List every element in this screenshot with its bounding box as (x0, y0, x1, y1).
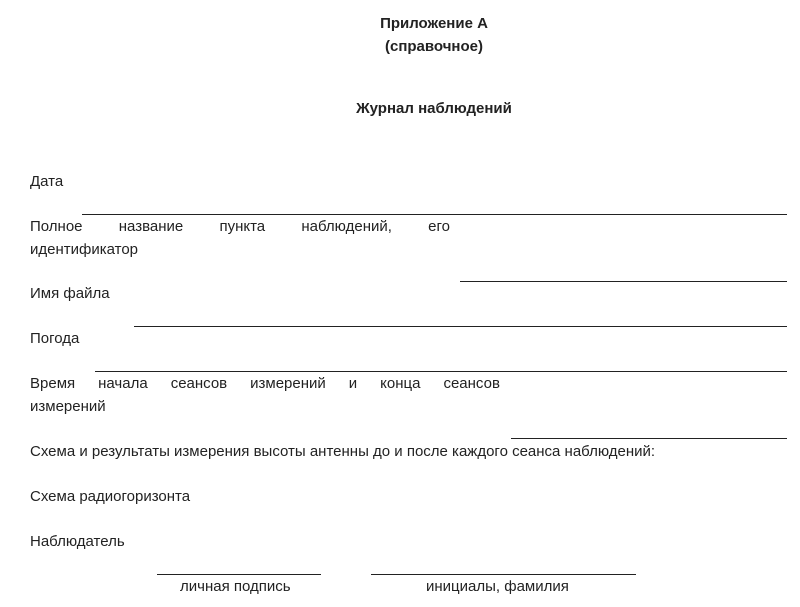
session-time-word: Время (30, 375, 76, 392)
point-name-word: название (118, 218, 184, 235)
journal-title: Журнал наблюдений (356, 100, 512, 117)
radio-horizon-label: Схема радиогоризонта (30, 488, 191, 505)
session-time-word: сеансов (443, 375, 500, 392)
session-time-word: начала (98, 375, 148, 392)
session-time-word: и (348, 375, 358, 392)
antenna-scheme-label: Схема и результаты измерения высоты антенны до и после каждого сеанса наблюдений: (30, 443, 656, 460)
date-label: Дата (30, 173, 64, 190)
date-line (82, 214, 787, 215)
point-name-label (30, 216, 450, 238)
file-name-label: Имя файла (30, 285, 110, 302)
point-name-word: Полное (30, 218, 83, 235)
initials-line (371, 574, 636, 575)
point-name-line (460, 281, 787, 282)
weather-label: Погода (30, 330, 80, 347)
point-name-word: пункта (219, 218, 266, 235)
session-time-label-line2: измерений (30, 398, 106, 415)
point-name-word: его (428, 218, 450, 235)
signature-line (157, 574, 321, 575)
appendix-note: (справочное) (385, 38, 483, 55)
file-name-line (134, 326, 787, 327)
session-time-word: измерений (250, 375, 326, 392)
session-time-line (511, 438, 787, 439)
appendix-heading: Приложение А (380, 15, 488, 32)
session-time-word: конца (380, 375, 421, 392)
session-time-label (30, 373, 500, 395)
observer-label: Наблюдатель (30, 533, 125, 550)
weather-line (95, 371, 787, 372)
session-time-word: сеансов (170, 375, 228, 392)
point-name-word: наблюдений, (301, 218, 392, 235)
point-name-label-line2: идентификатор (30, 241, 139, 258)
signature-caption: личная подпись (180, 578, 291, 595)
initials-caption: инициалы, фамилия (426, 578, 569, 595)
